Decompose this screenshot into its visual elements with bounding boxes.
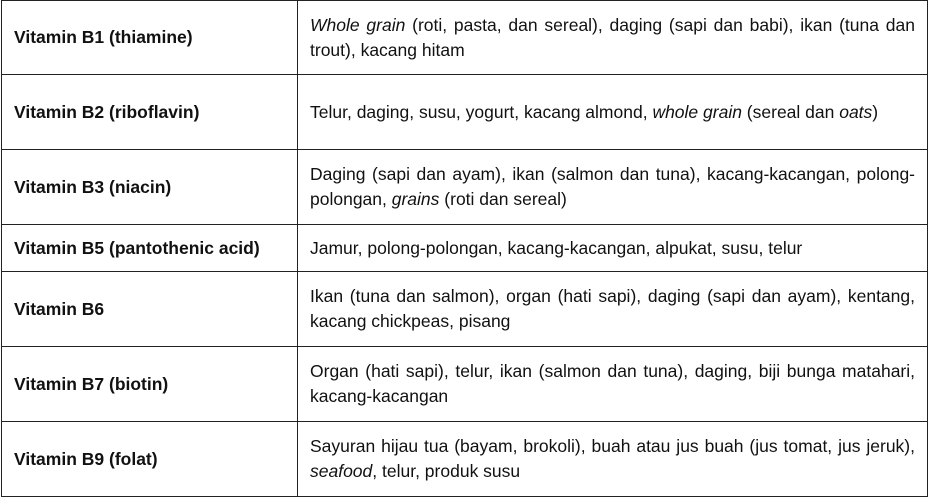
table-row	[2, 347, 928, 422]
table-row	[2, 150, 928, 225]
table-row	[2, 272, 928, 347]
vitamin-name-cell: Vitamin B1 (thiamine)	[2, 1, 298, 75]
source-text-italic: whole grain	[652, 101, 742, 122]
source-text-italic: Whole grain	[310, 14, 406, 35]
vitamin-name-cell: Vitamin B6	[2, 272, 298, 347]
food-sources-cell	[298, 150, 928, 225]
source-text: (roti dan sereal)	[439, 189, 567, 209]
source-text: (roti, pasta, dan sereal), daging (sapi dan babi), ikan (tuna dan trout), kacang hitam	[310, 14, 915, 60]
vitamin-name-cell: Vitamin B7 (biotin)	[2, 347, 298, 422]
table-row	[2, 1, 928, 75]
table-row	[2, 75, 928, 150]
food-sources-cell	[298, 347, 928, 422]
source-text-italic: oats	[839, 101, 873, 122]
food-sources-cell	[298, 225, 928, 272]
food-sources-cell	[298, 422, 928, 497]
source-text: Organ (hati sapi), telur, ikan (salmon dan tuna), daging, biji bunga matahari, kacang-kacangan	[310, 361, 915, 406]
source-text: Telur, daging, susu, yogurt, kacang almond,	[310, 101, 653, 122]
source-text: Daging (sapi dan ayam), ikan (salmon dan tuna), kacang-kacangan, polong-polongan,	[310, 164, 915, 209]
table-row	[2, 225, 928, 272]
vitamin-name-cell: Vitamin B5 (pantothenic acid)	[2, 225, 298, 272]
source-text: Sayuran hijau tua (bayam, brokoli), buah atau jus buah (jus tomat, jus jeruk),	[310, 436, 915, 456]
food-sources-cell	[298, 1, 928, 75]
table-row	[2, 422, 928, 497]
vitamin-name-cell: Vitamin B3 (niacin)	[2, 150, 298, 225]
vitamin-name-cell: Vitamin B9 (folat)	[2, 422, 298, 497]
source-text-italic: seafood	[310, 461, 373, 481]
source-text: )	[872, 101, 879, 122]
vitamin-name-cell: Vitamin B2 (riboflavin)	[2, 75, 298, 150]
source-text: Ikan (tuna dan salmon), organ (hati sapi), daging (sapi dan ayam), kentang, kacang chickpeas, pisang	[310, 286, 915, 331]
source-text: Jamur, polong-polongan, kacang-kacangan, alpukat, susu, telur	[310, 237, 803, 258]
food-sources-cell	[298, 272, 928, 347]
source-text: (sereal dan	[741, 101, 840, 122]
vitamin-sources-table	[1, 0, 928, 497]
food-sources-cell	[298, 75, 928, 150]
source-text-italic: grains	[391, 189, 440, 209]
source-text: , telur, produk susu	[372, 461, 521, 481]
